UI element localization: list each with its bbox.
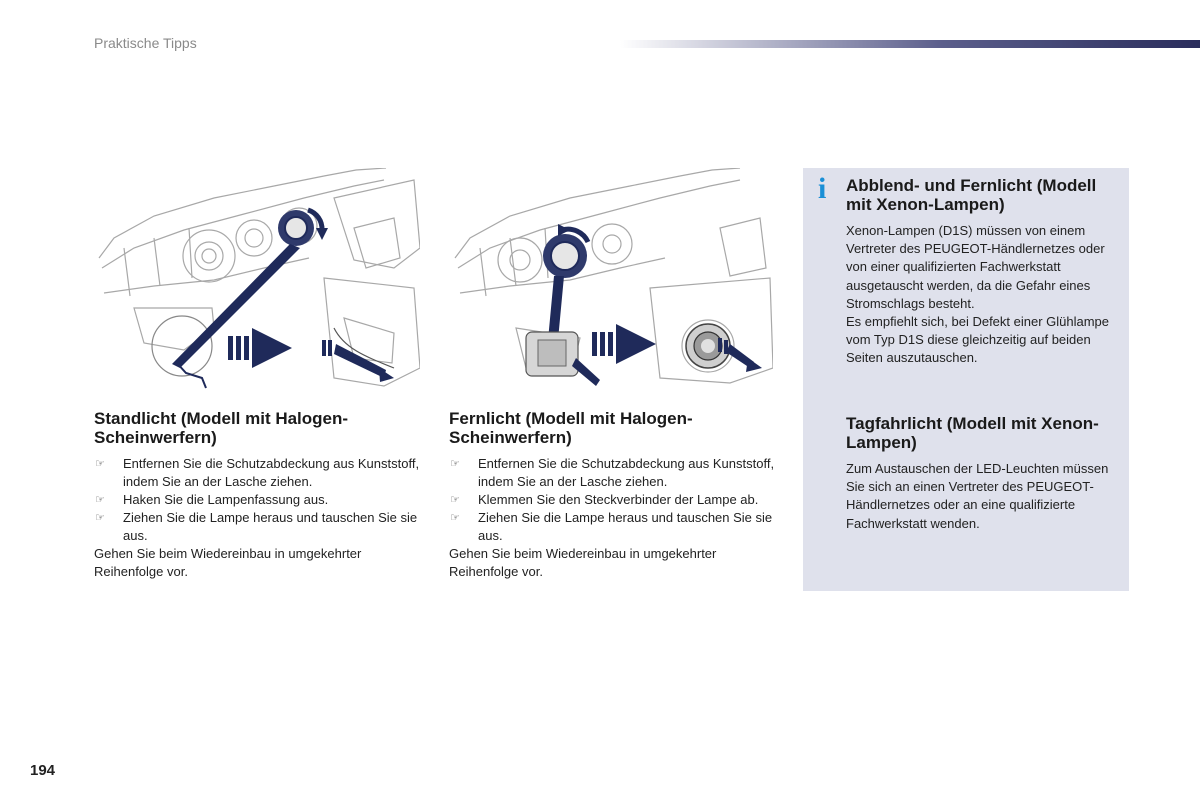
info-icon: i xyxy=(818,172,827,205)
header-decorative-bar xyxy=(620,40,1200,48)
pointing-hand-icon: ☞ xyxy=(95,458,105,470)
page-number: 194 xyxy=(30,762,56,779)
pointing-hand-icon: ☞ xyxy=(450,458,460,470)
daytime-running-light-info xyxy=(846,414,1122,533)
list-item: ☞ Entfernen Sie die Schutzabdeckung aus Kunststoff, indem Sie an der Lasche ziehen. xyxy=(95,456,420,489)
step-list xyxy=(449,455,779,545)
sidelight-replacement-illustration xyxy=(94,168,420,398)
info-heading: Abblend- und Fernlicht (Modell mit Xenon-Lampen) xyxy=(846,176,1097,214)
sidelight-section xyxy=(94,409,424,581)
info-text: Xenon-Lampen (D1S) müssen von einem Vertreter des PEUGEOT-Händlernetzes oder von einer qualifizierten Fachwerkstatt ausgetauscht werden, da die Gefahr eines Stromschlags besteht. xyxy=(846,223,1105,311)
list-item: ☞ Ziehen Sie die Lampe heraus und tauschen Sie sie aus. xyxy=(95,510,418,543)
pointing-hand-icon: ☞ xyxy=(450,494,460,506)
pointing-hand-icon: ☞ xyxy=(95,512,105,524)
pointing-hand-icon: ☞ xyxy=(450,512,460,524)
info-text: Zum Austauschen der LED-Leuchten müssen Sie sich an einen Vertreter des PEUGEOT-Händlernetzes oder an eine qualifizierte Fachwerkstatt wenden. xyxy=(846,461,1109,531)
pointing-hand-icon: ☞ xyxy=(95,494,105,506)
reassembly-note: Gehen Sie beim Wiedereinbau in umgekehrter Reihenfolge vor. xyxy=(94,546,362,579)
list-item: ☞ Ziehen Sie die Lampe heraus und tauschen Sie sie aus. xyxy=(450,510,773,543)
info-text: Es empfiehlt sich, bei Defekt einer Glühlampe vom Typ D1S diese gleichzeitig auf beiden Seiten auszutauschen. xyxy=(846,314,1110,366)
step-list xyxy=(94,455,424,545)
info-heading: Tagfahrlicht (Modell mit Xenon-Lampen) xyxy=(846,414,1099,452)
list-item: ☞ Klemmen Sie den Steckverbinder der Lampe ab. xyxy=(450,492,759,507)
list-item: ☞ Haken Sie die Lampenfassung aus. xyxy=(95,492,329,507)
section-title: Praktische Tipps xyxy=(94,35,197,51)
section-heading: Standlicht (Modell mit Halogen-Scheinwerfern) xyxy=(94,409,349,447)
info-box xyxy=(803,168,1129,591)
main-beam-section xyxy=(449,409,779,581)
reassembly-note: Gehen Sie beim Wiedereinbau in umgekehrter Reihenfolge vor. xyxy=(449,546,717,579)
xenon-dipped-main-beam-info xyxy=(846,176,1122,368)
main-beam-replacement-illustration xyxy=(450,168,773,386)
section-heading: Fernlicht (Modell mit Halogen-Scheinwerfern) xyxy=(449,409,693,447)
list-item: ☞ Entfernen Sie die Schutzabdeckung aus Kunststoff, indem Sie an der Lasche ziehen. xyxy=(450,456,775,489)
